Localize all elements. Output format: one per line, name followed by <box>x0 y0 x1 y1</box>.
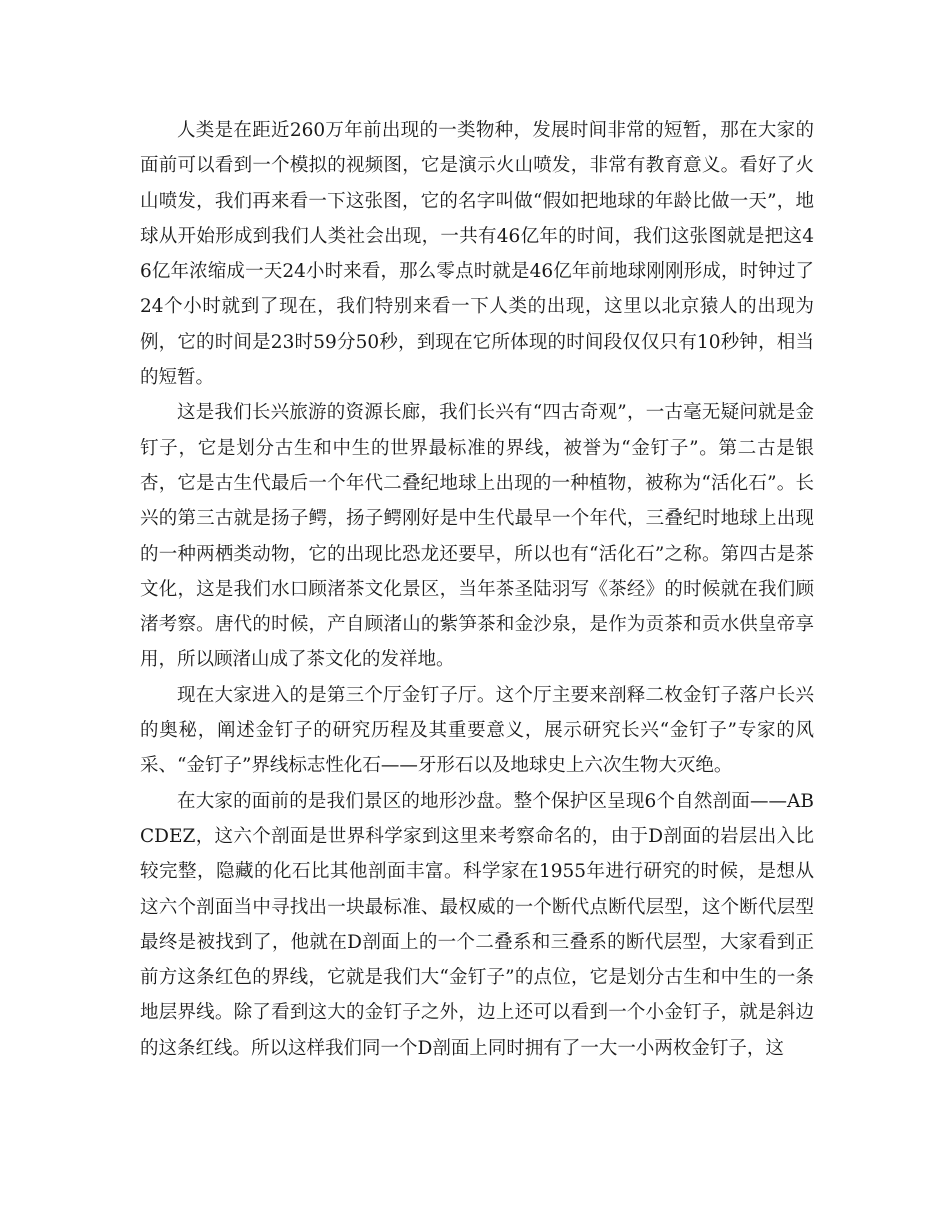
paragraph-terrain-sandbox: 在大家的面前的是我们景区的地形沙盘。整个保护区呈现6个自然剖面——ABCDEZ，这六个剖面是世界科学家到这里来考察命名的，由于D剖面的岩层出入比较完整，隐藏的化石比其他剖面丰富。科学家在1955年进行研究的时候，是想从这六个剖面当中寻找出一块最标准、最权威的一个断代点断代层型，这个断代层型最终是被找到了，他就在D剖面上的一个二叠系和三叠系的断代层型，大家看到正前方这条红色的界线，它就是我们大“金钉子”的点位，它是划分古生和中生的一条地层界线。除了看到这大的金钉子之外，边上还可以看到一个小金钉子，就是斜边的这条红线。所以这样我们同一个D剖面上同时拥有了一大一小两枚金钉子，这 <box>140 790 814 1059</box>
paragraph-golden-spike-hall: 现在大家进入的是第三个厅金钉子厅。这个厅主要来剖释二枚金钉子落户长兴的奥秘，阐述金钉子的研究历程及其重要意义，展示研究长兴“金钉子”专家的风采、“金钉子”界线标志性化石——牙形石以及地球史上六次生物大灭绝。 <box>140 684 814 777</box>
document-body <box>140 113 814 1066</box>
paragraph-human-origin: 人类是在距近260万年前出现的一类物种，发展时间非常的短暂，那在大家的面前可以看到一个模拟的视频图，它是演示火山喷发，非常有教育意义。看好了火山喷发，我们再来看一下这张图，它的名字叫做“假如把地球的年龄比做一天”，地球从开始形成到我们人类社会出现，一共有46亿年的时间，我们这张图就是把这46亿年浓缩成一天24小时来看，那么零点时就是46亿年前地球刚刚形成，时钟过了24个小时就到了现在，我们特别来看一下人类的出现，这里以北京猿人的出现为例，它的时间是23时59分50秒，到现在它所体现的时间段仅仅只有10秒钟，相当的短暂。 <box>140 120 814 389</box>
paragraph-four-ancient-wonders: 这是我们长兴旅游的资源长廊，我们长兴有“四古奇观”，一古毫无疑问就是金钉子，它是划分古生和中生的世界最标准的界线，被誉为“金钉子”。第二古是银杏，它是古生代最后一个年代二叠纪地球上出现的一种植物，被称为“活化石”。长兴的第三古就是扬子鳄，扬子鳄刚好是中生代最早一个年代，三叠纪时地球上出现的一种两栖类动物，它的出现比恐龙还要早，所以也有“活化石”之称。第四古是茶文化，这是我们水口顾渚茶文化景区，当年茶圣陆羽写《茶经》的时候就在我们顾渚考察。唐代的时候，产自顾渚山的紫笋茶和金沙泉，是作为贡茶和贡水供皇帝享用，所以顾渚山成了茶文化的发祥地。 <box>140 402 814 671</box>
